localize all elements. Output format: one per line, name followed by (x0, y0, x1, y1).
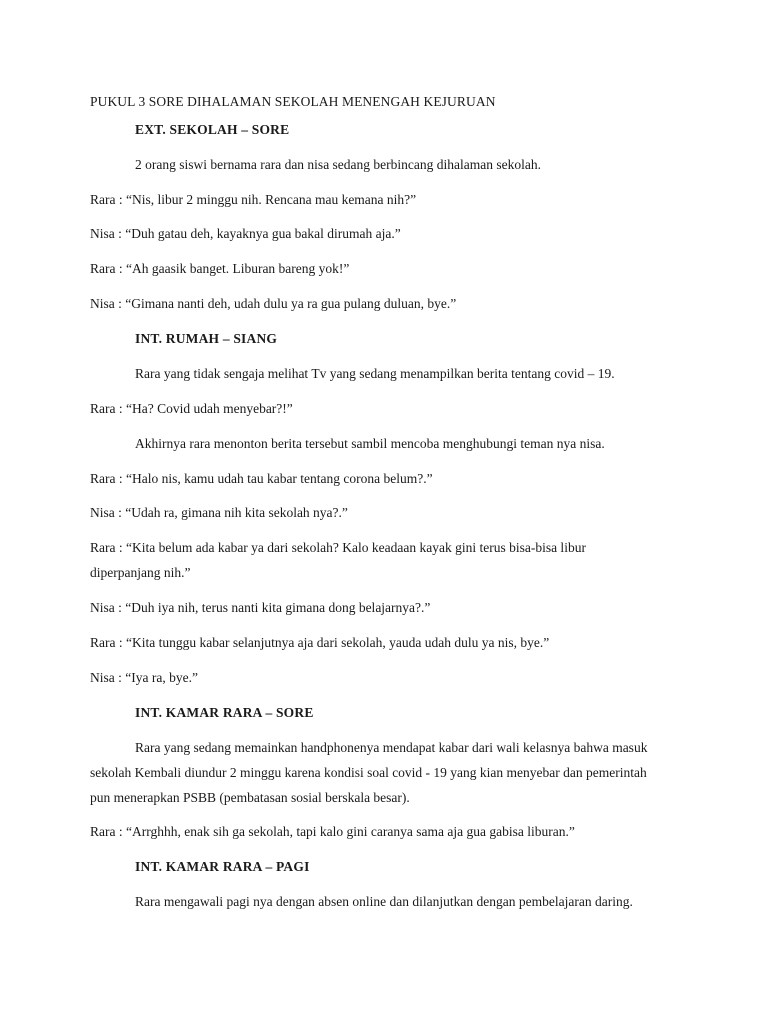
dialogue-line: Rara : “Halo nis, kamu udah tau kabar tentang corona belum?.” (90, 471, 433, 486)
dialogue-line: Rara : “Ha? Covid udah menyebar?!” (90, 401, 293, 416)
action-line: Rara mengawali pagi nya dengan absen online dan dilanjutkan dengan pembelajaran daring. (135, 894, 633, 909)
dialogue-line-continued: diperpanjang nih.” (90, 565, 191, 580)
dialogue-line: Nisa : “Duh iya nih, terus nanti kita gimana dong belajarnya?.” (90, 600, 431, 615)
dialogue-line: Nisa : “Udah ra, gimana nih kita sekolah nya?.” (90, 505, 348, 520)
action-line-continued: pun menerapkan PSBB (pembatasan sosial berskala besar). (90, 790, 410, 805)
dialogue-line: Nisa : “Iya ra, bye.” (90, 670, 198, 685)
dialogue-line: Nisa : “Duh gatau deh, kayaknya gua bakal dirumah aja.” (90, 226, 401, 241)
dialogue-line: Rara : “Kita tunggu kabar selanjutnya aja dari sekolah, yauda udah dulu ya nis, bye.” (90, 635, 550, 650)
dialogue-line: Rara : “Kita belum ada kabar ya dari sekolah? Kalo keadaan kayak gini terus bisa-bisa libur (90, 540, 586, 555)
action-line: Rara yang tidak sengaja melihat Tv yang sedang menampilkan berita tentang covid – 19. (135, 366, 615, 381)
scene-heading-4: INT. KAMAR RARA – PAGI (135, 859, 310, 874)
action-line: Rara yang sedang memainkan handphonenya mendapat kabar dari wali kelasnya bahwa masuk (135, 740, 648, 755)
dialogue-line: Rara : “Ah gaasik banget. Liburan bareng yok!” (90, 261, 350, 276)
scene-heading-3: INT. KAMAR RARA – SORE (135, 705, 314, 720)
action-line: Akhirnya rara menonton berita tersebut sambil mencoba menghubungi teman nya nisa. (135, 436, 605, 451)
dialogue-line: Nisa : “Gimana nanti deh, udah dulu ya ra gua pulang duluan, bye.” (90, 296, 457, 311)
scene-heading-2: INT. RUMAH – SIANG (135, 331, 278, 346)
dialogue-line: Rara : “Nis, libur 2 minggu nih. Rencana mau kemana nih?” (90, 192, 417, 207)
action-line-continued: sekolah Kembali diundur 2 minggu karena kondisi soal covid - 19 yang kian menyebar dan pemerintah (90, 765, 647, 780)
dialogue-line: Rara : “Arrghhh, enak sih ga sekolah, tapi kalo gini caranya sama aja gua gabisa liburan.” (90, 824, 575, 839)
scene-heading-1: EXT. SEKOLAH – SORE (135, 122, 290, 137)
document-title: PUKUL 3 SORE DIHALAMAN SEKOLAH MENENGAH KEJURUAN (90, 94, 496, 109)
action-line: 2 orang siswi bernama rara dan nisa sedang berbincang dihalaman sekolah. (135, 157, 541, 172)
